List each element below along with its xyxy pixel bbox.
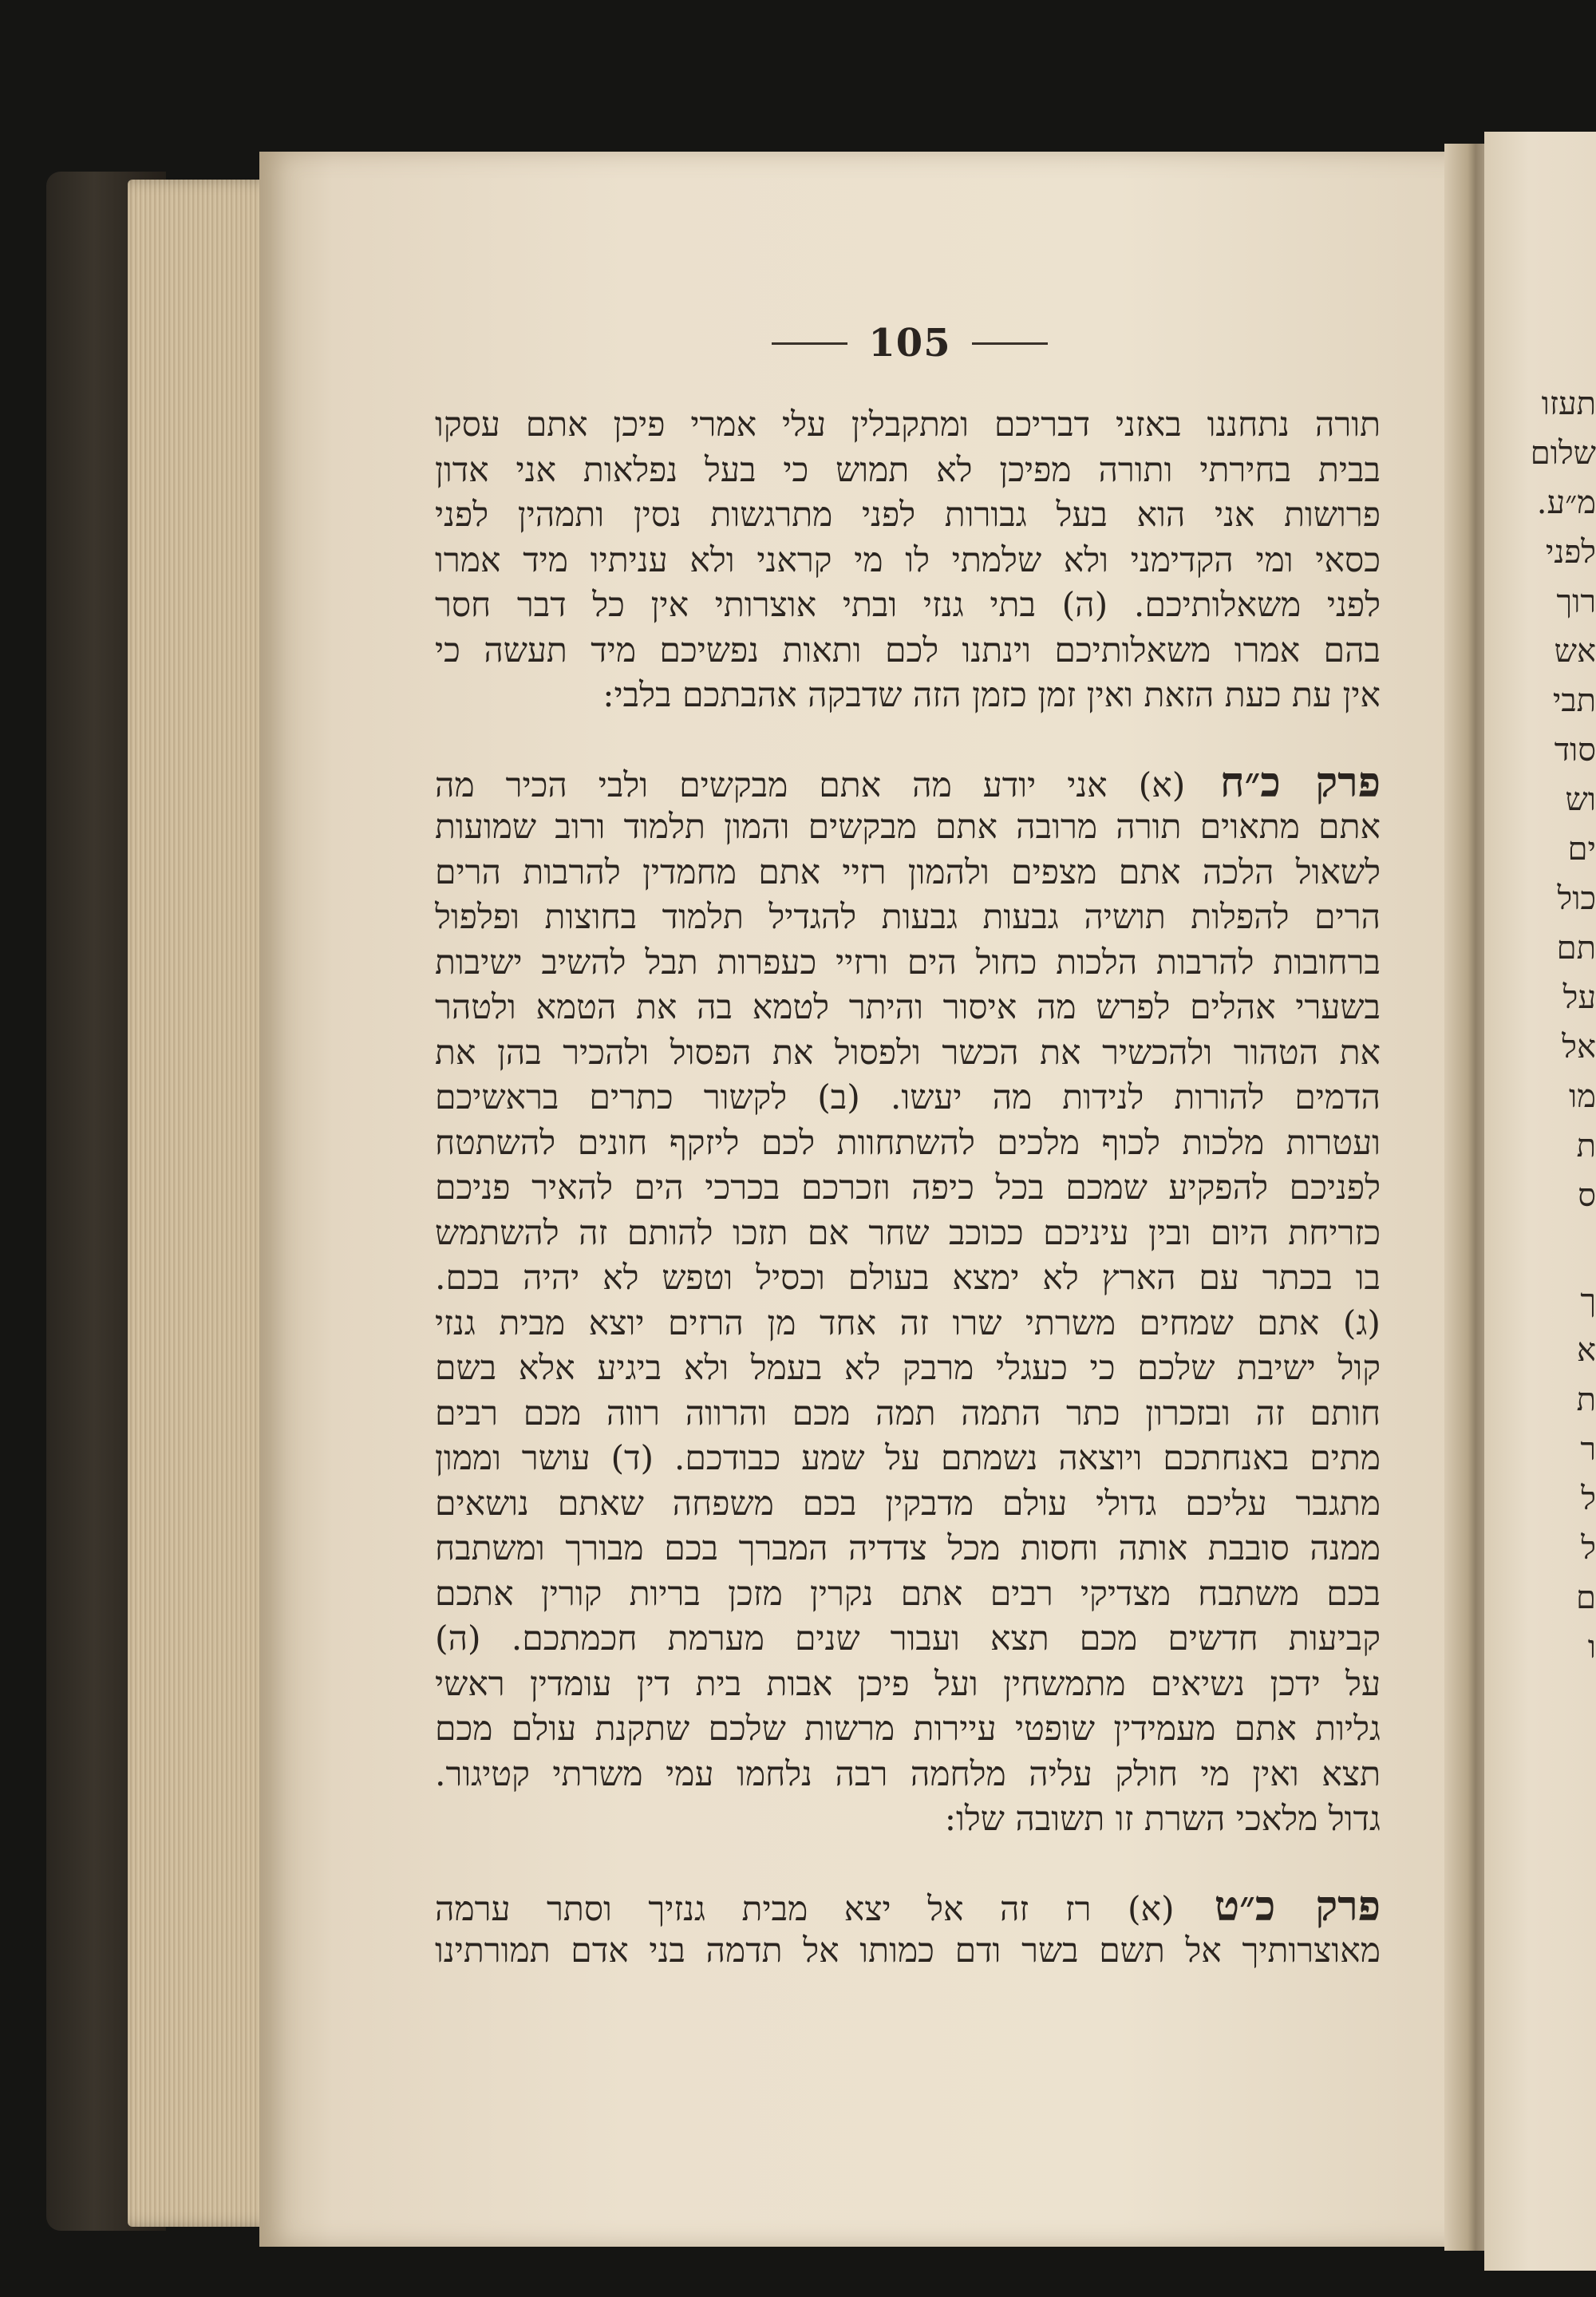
- text-line: על ידכן נשיאים מתמשחין ועל פיכן אבות בית דין עומדין ראשי: [435, 1664, 1381, 1704]
- facing-page-line: וש: [1565, 781, 1596, 818]
- facing-page: [1484, 132, 1596, 2271]
- text-line: גליות אתם מעמידין שופטי עיירות מרשות שלכם שתקנת עולם מכם: [435, 1710, 1381, 1749]
- facing-page-line: ת: [1576, 1128, 1596, 1164]
- running-head: [762, 315, 1057, 371]
- text-line: ממנה סובבת אותה וחסות מכל צדדיה המברך בכם מבורך ומשתבח: [435, 1529, 1381, 1568]
- text-line: בהם אמרו משאלותיכם וינתנו לכם ותאות נפשיכם מיד תעשה כי: [435, 631, 1381, 670]
- text-line: קול ישיבת שלכם כי כעגלי מרבק לא בעמל ולא ביגיע אלא בשם: [435, 1349, 1381, 1388]
- text-line: [435, 761, 1381, 806]
- text-line: מאוצרותיך אל תשם בשר ודם כמותו אל תדמה בני אדם תמורתינו: [435, 1931, 1381, 1971]
- chapter-heading: פרק כ״ט: [1174, 1884, 1381, 1929]
- page-edges: [128, 180, 279, 2227]
- text-line: מתגבר עליכם גדולי עולם מדבקין בכם משפחה שאתם נושאים: [435, 1484, 1381, 1524]
- facing-page-line: כול: [1557, 880, 1596, 917]
- facing-page-line: על: [1562, 979, 1596, 1016]
- text-line: אין עת כעת הזאת ואין זמן כזמן הזה שדבקה אהבתכם בלבי:: [602, 676, 1381, 715]
- text-line: [435, 1884, 1381, 1930]
- facing-page-line: אל: [1562, 1029, 1596, 1065]
- facing-page-line: מו: [1569, 1078, 1596, 1115]
- text-line: אתם מתאוים תורה מרובה אתם מבקשים והמון תלמוד ורוב שמועות: [435, 808, 1381, 847]
- facing-page-line: ם: [1576, 1579, 1596, 1616]
- text-line-content: (א) אני יודע מה אתם מבקשים ולבי הכיר מה: [435, 765, 1186, 805]
- facing-page-line: ל: [1581, 1481, 1596, 1517]
- paragraph-gap: [435, 719, 1381, 761]
- facing-page-line: ס: [1578, 1177, 1596, 1214]
- facing-page-text: [1484, 379, 1596, 1672]
- facing-page-line: שלום: [1530, 435, 1596, 472]
- facing-page-line: ך: [1580, 1283, 1596, 1319]
- facing-page-line: ים: [1567, 831, 1596, 868]
- text-line-content: (א) רז זה אל יצא מבית גנזיך וסתר ערמה: [435, 1889, 1175, 1929]
- facing-page-line: סוד: [1554, 732, 1596, 769]
- text-line: גדול מלאכי השרת זו תשובה שלו:: [944, 1800, 1381, 1839]
- facing-page-line: תעזו: [1541, 385, 1596, 422]
- text-line: הדמים להורות לנידות מה יעשו. (ב) לקשור כתרים בראשיכם: [435, 1078, 1381, 1117]
- chapter-heading: פרק כ״ח: [1185, 760, 1381, 805]
- left-dash: [772, 342, 847, 345]
- paragraph-gap: [435, 1843, 1381, 1884]
- text-line: כסאי ומי הקדימני ולא שלמתי לו מי קראני ולא עניתיו מיד אמרו: [435, 540, 1381, 580]
- text-line: ברחובות להרבות הלכות כחול הים ורזיי כעפרות תבל להשיב ישיבות: [435, 943, 1381, 982]
- text-line: תצא ואין מי חולק עליה מלחמה רבה נלחמו עמי משרתי קטיגור.: [435, 1754, 1381, 1794]
- text-line: (ג) אתם שמחים משרתי שרו זה אחד מן הרזים יוצא מבית גנזי: [435, 1303, 1381, 1343]
- text-line: פרושות אני הוא בעל גבורות לפני מתרגשות נסין ותמהין לפני: [435, 496, 1381, 535]
- facing-page-line: תם: [1556, 930, 1596, 967]
- text-line: בבית בחירתי ותורה מפיכן לא תמוש כי בעל נפלאות אני אדון: [435, 450, 1381, 490]
- facing-page-line: ר: [1580, 1431, 1596, 1468]
- text-line: לשאול הלכה אתם מצפים ולהמון רזיי אתם מחמדין להרבות הרים: [435, 852, 1381, 892]
- facing-page-line: א: [1576, 1332, 1596, 1369]
- right-dash: [972, 342, 1048, 345]
- page-number: 105: [868, 321, 951, 366]
- facing-page-line: מ״ע.: [1536, 484, 1596, 521]
- facing-page-line: אש: [1554, 633, 1596, 670]
- text-line: מתים באנחתכם ויוצאה נשמתם על שמע כבודכם. (ד) עושר וממון: [435, 1439, 1381, 1478]
- facing-page-line: רוך: [1556, 583, 1596, 620]
- text-line: חותם זה ובזכרון כתר התמה תמה מכם והרווה רווה מכם רבים: [435, 1394, 1381, 1433]
- text-line: בשערי אהלים לפרש מה איסור והיתר לטמא בה את הטמא ולטהר: [435, 988, 1381, 1027]
- text-line: תורה נתחננו באזני דבריכם ומתקבלין עלי אמרי פיכן אתם עסקו: [435, 405, 1381, 445]
- facing-page-line: לפני: [1545, 534, 1596, 571]
- facing-page-line: [1484, 1220, 1596, 1276]
- text-line: את הטהור ולהכשיר את הכשר ולפסול את הפסול ולהכיר בהן את: [435, 1033, 1381, 1073]
- text-line: לפני משאלותיכם. (ה) בתי גנזי ובתי אוצרותי אין כל דבר חסר: [435, 586, 1381, 625]
- facing-page-line: ת: [1576, 1382, 1596, 1418]
- text-line: ועטרות מלכות לכוף מלכים להשתחוות לכם ליזקף חונים להשתטח: [435, 1123, 1381, 1163]
- facing-page-line: ו: [1587, 1629, 1596, 1666]
- text-line: הרים להפלות תושיה גבעות גבעות להגדיל תלמוד בחוצות ופלפול: [435, 898, 1381, 937]
- text-line: בו בכתר עם הארץ לא ימצא בעולם וכסיל וטפש לא יהיה בכם.: [435, 1259, 1381, 1298]
- text-line: כזריחת היום ובין עיניכם ככוכב שחר אם תזכו להותם זה להשתמש: [435, 1213, 1381, 1253]
- facing-page-line: ל: [1581, 1530, 1596, 1567]
- text-line: לפניכם להפקיע שמכם בכל כיפה וזכרכם בכרכי הים להאיר פניכם: [435, 1168, 1381, 1208]
- facing-page-line: תבי: [1552, 682, 1596, 719]
- text-line: בכם משתבח מצדיקי רבים אתם נקרין מזכן בריות קורין אתכם: [435, 1574, 1381, 1614]
- page-body-text: [435, 403, 1381, 1975]
- text-line: קביעות חדשים מכם תצא ועבור שנים מערמת חכמתכם. (ה): [435, 1619, 1381, 1659]
